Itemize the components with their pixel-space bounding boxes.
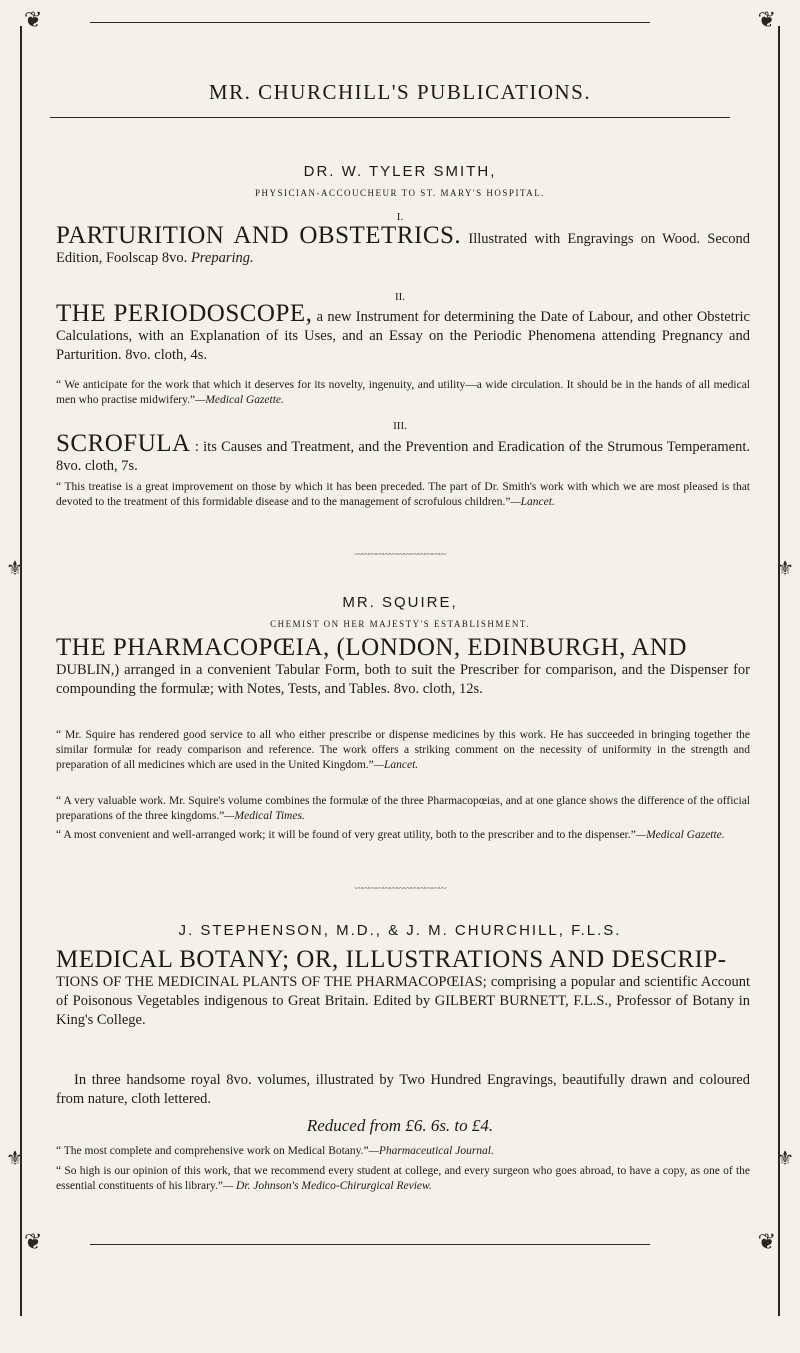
review-source: — Dr. Johnson's Medico-Chirurgical Review. [222,1180,432,1192]
author-position: CHEMIST ON HER MAJESTY'S ESTABLISHMENT. [270,619,530,629]
review-quote [56,794,750,824]
author-heading: J. STEPHENSON, M.D., & J. M. CHURCHILL, F.L.S. [178,922,622,939]
item-numeral: III. [393,420,407,432]
book-description: : its Causes and Treatment, and the Prevention and Eradication of the Strumous Temperament. 8vo. cloth, 7s. [56,439,750,474]
corner-ornament-icon: ❦ [24,8,43,33]
book-status: Preparing. [190,250,254,266]
page-header: MR. CHURCHILL'S PUBLICATIONS. [208,80,592,104]
review-quote [56,728,750,773]
author-heading: DR. W. TYLER SMITH, [303,163,497,180]
corner-ornament-icon: ❦ [24,1230,43,1255]
wavy-divider: 〰〰〰〰〰〰〰〰〰〰〰〰〰 [354,884,446,893]
review-source: —Lancet. [373,759,419,771]
book-title: MEDICAL BOTANY; OR, ILLUSTRATIONS AND DESCRIP- [56,946,727,973]
wavy-divider: 〰〰〰〰〰〰〰〰〰〰〰〰〰 [354,550,446,559]
book-title: THE PHARMACOPŒIA, (LONDON, EDINBURGH, AND [56,634,687,661]
review-quote [56,1144,750,1159]
review-source: —Medical Gazette. [635,829,725,841]
review-source: —Lancet. [510,496,555,508]
publication-page [6,6,794,1336]
side-ornament-icon: ⚜ [6,1146,24,1170]
header-rule [50,117,730,118]
book-title: THE PERIODOSCOPE, [56,300,313,327]
author-heading: MR. SQUIRE, [342,594,458,611]
review-source: —Medical Gazette. [195,394,284,406]
item-numeral: II. [394,291,406,303]
book-description: TIONS OF THE MEDICINAL PLANTS OF THE PHARMACOPŒIAS; comprising a popular and scientific Account of Poisonous Vegetables indigenous to Great Britain. Edited by GILBERT BURNETT, F.L.S., Professor of Botany in King's College. [56,974,750,1028]
review-text: “ A very valuable work. Mr. Squire's volume combines the formulæ of the three Pharmacopœias, and at one glance shows the difference of the official preparations of the three kingdoms.” [56,795,750,822]
book-description: DUBLIN,) arranged in a convenient Tabular Form, both to suit the Prescriber for comparison, and the Dispenser for compounding the formulæ; with Notes, Tests, and Tables. 8vo. cloth, 12s. [56,662,750,697]
book-entry [56,300,750,365]
book-description: Illustrated with Engravings on Wood. Second Edition, Foolscap 8vo. [56,231,750,266]
review-quote [56,378,750,408]
review-text: “ The most complete and comprehensive work on Medical Botany.” [56,1145,369,1157]
review-quote [56,828,750,843]
bottom-rule [90,1244,650,1245]
review-quote [56,480,750,510]
side-ornament-icon: ⚜ [776,1146,794,1170]
corner-ornament-icon: ❦ [757,1230,776,1255]
book-details: In three handsome royal 8vo. volumes, illustrated by Two Hundred Engravings, beautifully drawn and coloured from nature, cloth lettered. [56,1072,750,1107]
book-entry [56,634,750,699]
review-text: “ So high is our opinion of this work, that we recommend every student at college, and every surgeon who goes abroad, to have a copy, as one of the essential constituents of his library.” [56,1165,750,1192]
book-title: PARTURITION AND OBSTETRICS. [56,222,462,249]
review-text: “ We anticipate for the work that which it deserves for its novelty, ingenuity, and utility—a wide circulation. It should be in the hands of all medical men who practise midwifery.” [56,379,750,406]
book-entry [56,430,750,476]
book-title: SCROFULA [56,430,191,457]
review-text: “ Mr. Squire has rendered good service to all who either prescribe or dispense medicines by this work. He has succeeded in bringing together the similar formulæ for ready comparison and reference. The work offers a striking comment on the necessity of uniformity in the strength and preparation of all medicines which are used in the United Kingdom.” [56,729,750,771]
book-entry [56,946,750,1030]
review-source: —Medical Times. [224,810,305,822]
price-line: Reduced from £6. 6s. to £4. [306,1116,494,1135]
top-rule [90,22,650,23]
book-entry [56,222,750,268]
item-numeral: I. [396,211,404,223]
author-position: PHYSICIAN-ACCOUCHEUR TO ST. MARY'S HOSPITAL. [255,188,545,198]
review-quote [56,1164,750,1194]
side-ornament-icon: ⚜ [6,556,24,580]
side-ornament-icon: ⚜ [776,556,794,580]
review-source: —Pharmaceutical Journal. [368,1145,494,1157]
book-description: a new Instrument for determining the Date of Labour, and other Obstetric Calculations, with an Explanation of its Uses, and an Essay on the Periodic Phenomena attending Pregnancy and Parturition. 8vo. cloth, 4s. [56,309,750,363]
corner-ornament-icon: ❦ [757,8,776,33]
review-text: “ This treatise is a great improvement on those by which it has been preceded. The part of Dr. Smith's work with which we are most pleased is that devoted to the treatment of this formidable disease and to the management of scrofulous children.” [56,481,750,508]
review-text: “ A most convenient and well-arranged work; it will be found of very great utility, both to the prescriber and to the dispenser.” [56,829,636,841]
